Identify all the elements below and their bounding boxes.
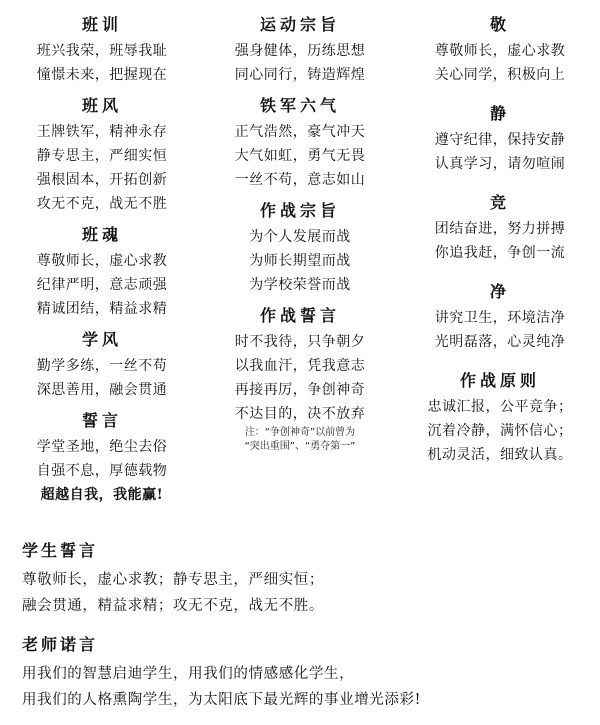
class-motto-heading: 班训 [81,15,122,34]
iron-army-line: 一丝不苟，意志如山 [234,172,366,188]
battle-oath-line: 时不我待，只争朝夕 [234,334,366,350]
student-oath-line: 尊敬师长，虚心求教；静专思主，严细实恒； [22,572,324,588]
footnote: 注：“争创神奇”以前曾为 [244,427,356,438]
battle-oath-line: 再接再厉，争创神奇 [234,382,366,398]
compete-heading: 竞 [489,193,510,212]
student-oath-section [22,538,592,619]
iron-army-line: 大气如虹，勇气无畏 [234,148,366,164]
battle-oath-line: 以我血汗，凭我意志 [234,358,366,374]
class-spirit-line: 尊敬师长，虚心求教 [36,253,168,269]
battle-aim-line: 为个人发展而战 [249,229,351,245]
compete-line: 团结奋进，努力拼搏 [434,221,566,237]
battle-oath-line: 不达目的，决不放弃 [234,406,366,422]
class-style-line: 静专思主，严细实恒 [36,148,168,164]
class-spirit-heading: 班魂 [81,225,122,244]
battle-aim-line: 为学校荣誉而战 [249,277,351,293]
class-style-line: 王牌铁军，精神永存 [36,124,168,140]
oath-line: 学堂圣地，绝尘去俗 [36,439,168,455]
sports-aim-heading: 运动宗旨 [259,15,340,34]
class-spirit-line: 精诚团结，精益求精 [36,301,168,317]
student-oath-heading: 学生誓言 [22,541,99,560]
quiet-line: 认真学习，请勿喧闹 [434,156,566,172]
middle-column [200,8,400,454]
quiet-line: 遵守纪律，保持安静 [434,132,566,148]
right-column [402,8,598,467]
class-style-heading: 班风 [81,96,122,115]
battle-oath-heading: 作战誓言 [259,306,340,325]
footnote: “突出重围”、“勇夺第一” [244,441,356,452]
class-spirit-line: 纪律严明，意志顽强 [36,277,168,293]
iron-army-heading: 铁军六气 [259,96,340,115]
respect-line: 关心同学，积极向上 [434,67,566,83]
sports-aim-line: 强身健体，历练思想 [234,43,366,59]
class-style-line: 强根固本，开拓创新 [36,172,168,188]
study-style-line: 深思善用，融会贯通 [36,382,168,398]
iron-army-line: 正气浩然，豪气冲天 [234,124,366,140]
teacher-promise-line: 用我们的人格熏陶学生，为太阳底下最光辉的事业增光添彩! [22,692,422,708]
clean-heading: 净 [489,282,510,301]
battle-principle-line: 忠诚汇报，公平竞争； [427,399,573,415]
teacher-promise-line: 用我们的智慧启迪学生，用我们的情感感化学生， [22,666,355,682]
left-column [6,8,198,507]
respect-heading: 敬 [489,15,510,34]
class-motto-line: 班兴我荣，班辱我耻 [36,43,168,59]
respect-line: 尊敬师长，虚心求教 [434,43,566,59]
battle-principle-line: 机动灵活，细致认真。 [427,447,573,463]
study-style-line: 勤学多练，一丝不苟 [36,358,168,374]
study-style-heading: 学风 [81,330,122,349]
clean-line: 光明磊落，心灵纯净 [434,334,566,350]
class-style-line: 攻无不克，战无不胜 [36,196,168,212]
teacher-promise-heading: 老师诺言 [22,635,99,654]
teacher-promise-section [22,632,592,713]
compete-line: 你追我赶，争创一流 [434,245,566,261]
oath-heading: 誓言 [81,411,122,430]
oath-line: 超越自我，我能赢! [40,487,164,503]
class-motto-line: 憧憬未来，把握现在 [36,67,168,83]
battle-principle-line: 沉着冷静，满怀信心； [427,423,573,439]
battle-aim-line: 为师长期望而战 [249,253,351,269]
student-oath-line: 融会贯通，精益求精；攻无不克，战无不胜。 [22,598,324,614]
sports-aim-line: 同心同行，铸造辉煌 [234,67,366,83]
quiet-heading: 静 [489,104,510,123]
oath-line: 自强不息，厚德载物 [36,463,168,479]
clean-line: 讲究卫生，环境洁净 [434,310,566,326]
battle-aim-heading: 作战宗旨 [259,201,340,220]
battle-principle-heading: 作战原则 [459,371,540,390]
